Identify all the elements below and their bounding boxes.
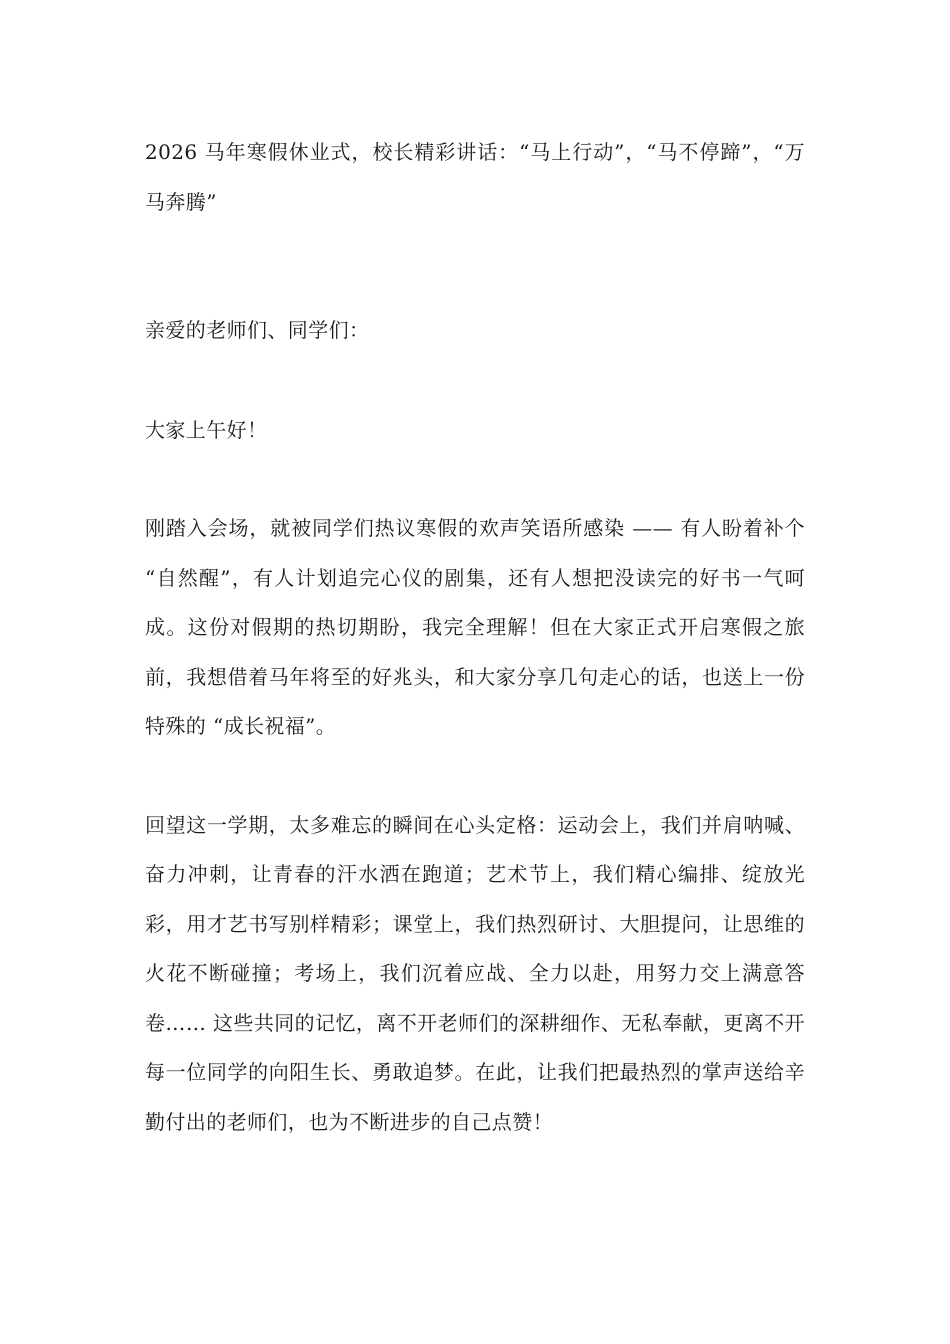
spacer (145, 227, 805, 306)
greeting: 大家上午好！ (145, 417, 268, 442)
spacer (145, 455, 805, 504)
spacer (145, 356, 805, 406)
document-title: 2026 马年寒假休业式，校长精彩讲话：“马上行动”，“马不停蹄”，“万马奔腾” (145, 140, 805, 214)
document-body (145, 128, 805, 1147)
paragraph-opening: 刚踏入会场，就被同学们热议寒假的欢声笑语所感染 —— 有人盼着补个 “自然醒”，有人计划追完心仪的剧集，还有人想把没读完的好书一气呵成。这份对假期的热切期盼，我完全理解！但在大家正式开启寒假之旅前，我想借着马年将至的好兆头，和大家分享几句走心的话，也送上一份特殊的 “成长祝福”。 (145, 516, 805, 738)
spacer (145, 752, 805, 801)
salutation: 亲爱的老师们、同学们： (145, 318, 370, 342)
paragraph-review: 回望这一学期，太多难忘的瞬间在心头定格：运动会上，我们并肩呐喊、奋力冲刺，让青春的汗水洒在跑道；艺术节上，我们精心编排、绽放光彩，用才艺书写别样精彩；课堂上，我们热烈研讨、大胆提问，让思维的火花不断碰撞；考场上，我们沉着应战、全力以赴，用努力交上满意答卷…… 这些共同的记忆，离不开老师们的深耕细作、无私奉献，更离不开每一位同学的向阳生长、勇敢追梦。在此，让我们把最热烈的掌声送给辛勤付出的老师们，也为不断进步的自己点赞！ (145, 812, 805, 1134)
